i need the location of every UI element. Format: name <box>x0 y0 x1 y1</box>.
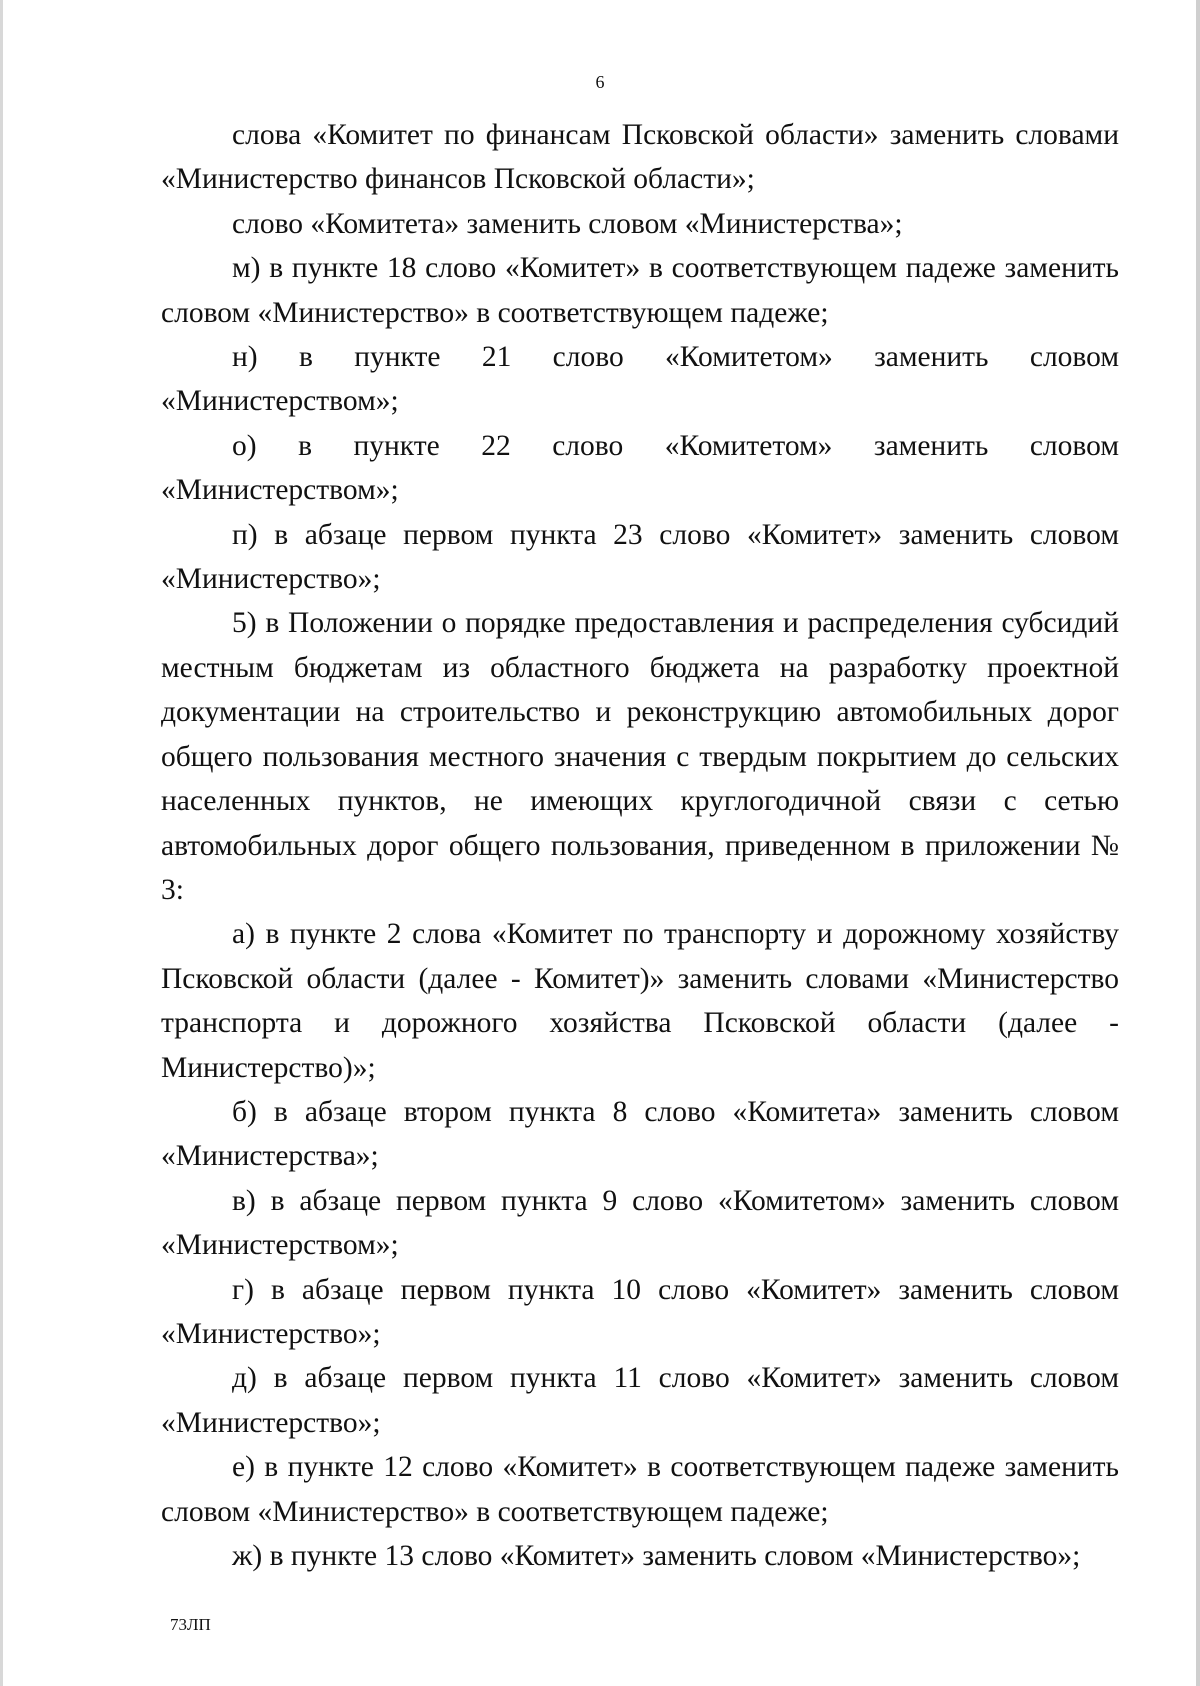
paragraph: слово «Комитета» заменить словом «Министерства»; <box>232 207 903 240</box>
paragraph: а) в пункте 2 слова «Комитет по транспорту и дорожному хозяйству Псковской области (далее - Комитет)» заменить словами «Министерство транспорта и дорожного хозяйства Псковской области (далее - Министерство)»; <box>161 918 1119 1084</box>
paragraph: п) в абзаце первом пункта 23 слово «Комитет» заменить словом «Министерство»; <box>161 518 1119 596</box>
scan-left-edge <box>0 0 3 1686</box>
paragraph: м) в пункте 18 слово «Комитет» в соответствующем падеже заменить словом «Министерство» в соответствующем падеже; <box>161 252 1119 329</box>
paragraph: о) в пункте 22 слово «Комитетом» заменить словом «Министерством»; <box>161 429 1119 507</box>
paragraph: б) в абзаце втором пункта 8 слово «Комитета» заменить словом «Министерства»; <box>161 1095 1119 1173</box>
document-code: 73ЛП <box>170 1615 211 1634</box>
paragraph: е) в пункте 12 слово «Комитет» в соответствующем падеже заменить словом «Министерство» в соответствующем падеже; <box>161 1451 1119 1528</box>
document-body <box>161 113 1119 1578</box>
paragraph: д) в абзаце первом пункта 11 слово «Комитет» заменить словом «Министерство»; <box>161 1362 1119 1439</box>
paragraph: г) в абзаце первом пункта 10 слово «Комитет» заменить словом «Министерство»; <box>161 1273 1119 1350</box>
paragraph: н) в пункте 21 слово «Комитетом» заменить словом «Министерством»; <box>161 341 1119 418</box>
paragraph: 5) в Положении о порядке предоставления и распределения субсидий местным бюджетам из областного бюджета на разработку проектной документации на строительство и реконструкцию автомобильных дорог общего пользования местного значения с твердым покрытием до сельских населенных пунктов, не имеющих круглогодичной связи с сетью автомобильных дорог общего пользования, приведенном в приложении № 3: <box>161 607 1119 906</box>
paragraph: в) в абзаце первом пункта 9 слово «Комитетом» заменить словом «Министерством»; <box>161 1184 1119 1262</box>
page-number: 6 <box>595 72 605 92</box>
paragraph: слова «Комитет по финансам Псковской области» заменить словами «Министерство финансов Псковской области»; <box>161 119 1119 196</box>
scan-right-edge <box>1196 0 1200 1686</box>
paragraph: ж) в пункте 13 слово «Комитет» заменить словом «Министерство»; <box>232 1540 1081 1572</box>
